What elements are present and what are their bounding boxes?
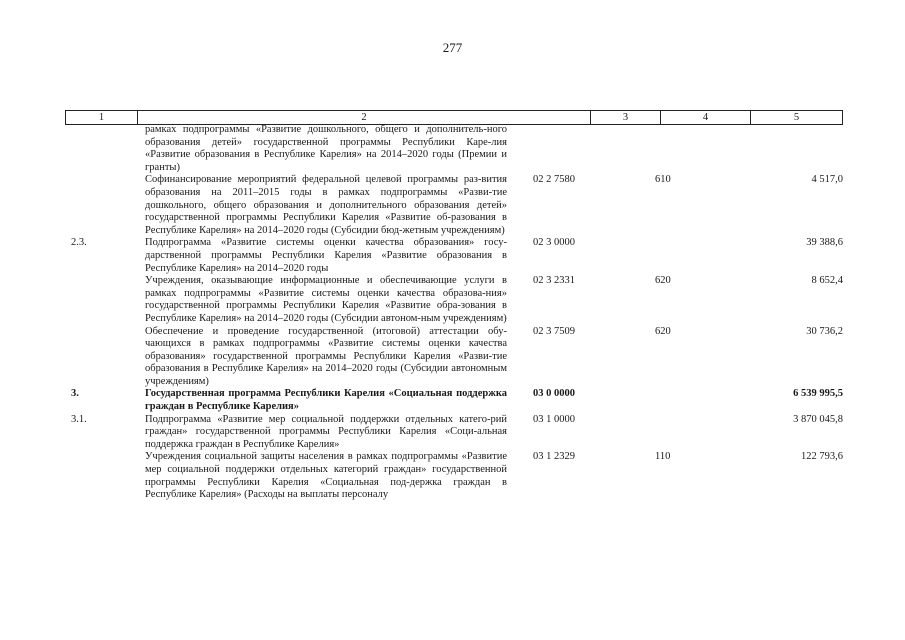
header-col-1: 1: [65, 111, 137, 124]
header-col-2: 2: [137, 111, 590, 124]
row-expense-type: 620: [655, 325, 671, 337]
row-code: 03 0 0000: [533, 388, 575, 400]
row-sum: 122 793,6: [801, 451, 843, 463]
table-row: [65, 414, 843, 452]
row-sum: 30 736,2: [806, 325, 843, 337]
row-code: 02 2 7580: [533, 174, 575, 186]
page-number: 277: [442, 40, 463, 55]
row-name: Учреждения, оказывающие информационные и обеспечивающие услуги в рамках подпрограммы «Развитие системы оценки качества образова-ния» государственной программы Республики Карелия «Развитие обра-зования в Республике Карелия» на 2014–2020 годы (Субсидии автоном-ным учреждениям): [145, 275, 507, 324]
table-row: [65, 388, 843, 413]
row-name: рамках подпрограммы «Развитие дошкольного, общего и дополнитель-ного образования детей» государственной программы Республики Каре-лия «Развитие образования в Республике Карелия» на 2014–2020 годы (Премии и гранты): [145, 124, 507, 173]
row-name: Учреждения социальной защиты населения в рамках подпрограммы «Развитие мер социальной поддержки отдельных категорий граждан» государственной программы Республики Карелия «Социальная под-держка граждан в Республике Карелия» (Расходы на выплаты персоналу: [145, 451, 507, 501]
header-col-3: 3: [590, 111, 660, 124]
row-code: 02 3 2331: [533, 275, 575, 287]
row-sum: 39 388,6: [806, 237, 843, 249]
table-row: [65, 326, 843, 389]
table-row: [65, 451, 843, 501]
row-sum: 4 517,0: [811, 174, 843, 186]
row-name: Подпрограмма «Развитие мер социальной поддержки отдельных катего-рий граждан» государственной программы Республики Карелия «Соци-альная поддержка граждан в Республике Карелия»: [145, 413, 507, 450]
row-sum: 3 870 045,8: [793, 413, 843, 425]
table-row: [65, 174, 843, 237]
table-header: [65, 110, 843, 125]
row-name: Подпрограмма «Развитие системы оценки качества образования» госу-дарственной программы Республики Карелия «Развитие образования в Республике Карелия» на 2014–2020 годы: [145, 237, 507, 274]
row-code: 03 1 0000: [533, 413, 575, 425]
row-code: 02 3 0000: [533, 237, 575, 249]
row-number: 3.1.: [71, 413, 87, 425]
table-row: [65, 237, 843, 275]
row-code: 02 3 7509: [533, 325, 575, 337]
table-row: [65, 124, 843, 174]
row-sum: 6 539 995,5: [793, 388, 843, 400]
row-name: Обеспечение и проведение государственной (итоговой) аттестации обу-чающихся в рамках подпрограммы «Развитие системы оценки качества образования» государственной программы Республики Карелия «Разви-тие образования в Республике Карелия» на 2014–2020 годы (Субсидии автономным учреждениям): [145, 325, 507, 387]
row-sum: 8 652,4: [811, 275, 843, 287]
table-body: [65, 124, 843, 502]
row-expense-type: 110: [655, 451, 671, 463]
row-name: Государственная программа Республики Карелия «Социальная поддержка граждан в Республике Карелия»: [145, 388, 507, 413]
row-expense-type: 620: [655, 275, 671, 287]
table-row: [65, 275, 843, 325]
row-expense-type: 610: [655, 174, 671, 186]
row-number: 3.: [71, 388, 79, 400]
header-col-5: 5: [750, 111, 843, 124]
header-col-4: 4: [660, 111, 750, 124]
row-code: 03 1 2329: [533, 451, 575, 463]
row-name: Софинансирование мероприятий федеральной целевой программы раз-вития образования на 2011–2015 годы в рамках подпрограммы «Разви-тие дошкольного, общего образования и дополнительного образования детей» государственной программы Республики Карелия «Развитие об-разования в Республике Карелия» на 2014–2020 годы (Субсидии бюд-жетным учреждениям): [145, 174, 507, 236]
row-number: 2.3.: [71, 237, 87, 249]
